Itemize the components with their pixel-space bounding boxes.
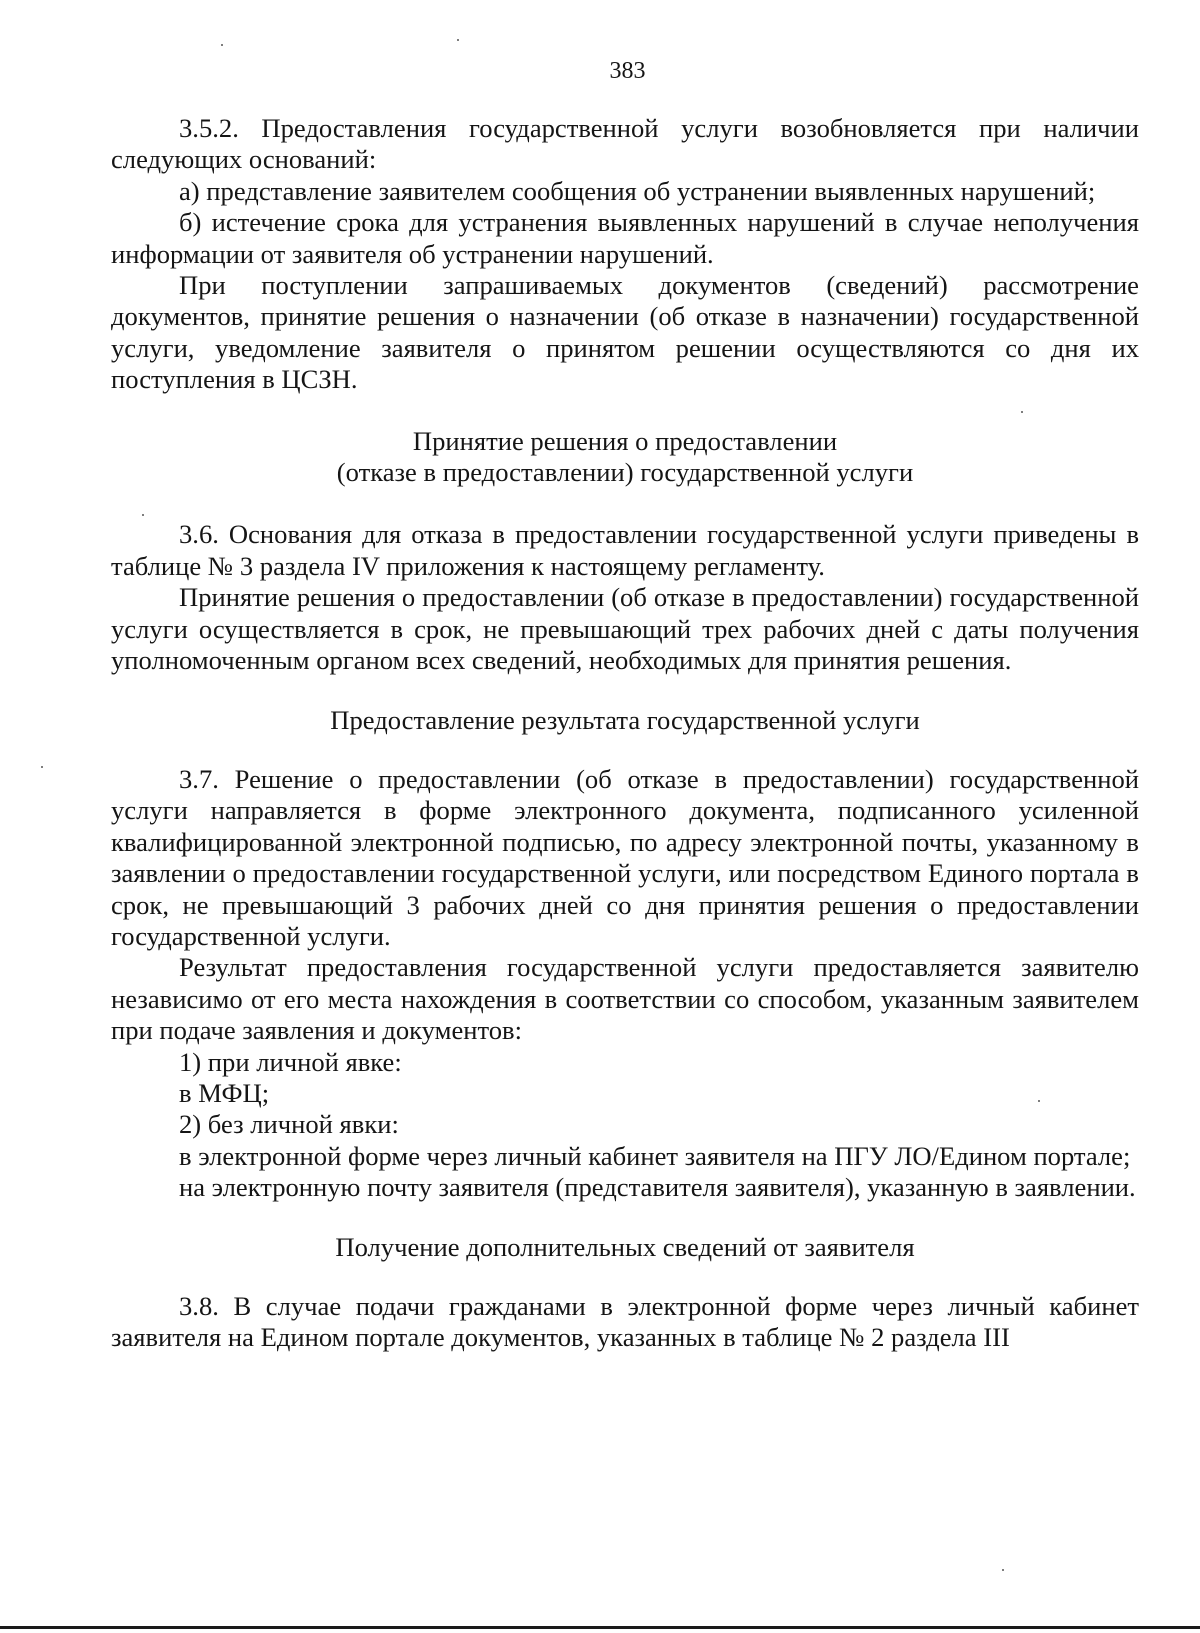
scan-speck — [41, 766, 43, 768]
section-heading-decision — [111, 426, 1139, 489]
scan-speck — [221, 44, 223, 46]
scan-speck — [1002, 1569, 1004, 1571]
section-heading-decision-line2: (отказе в предоставлении) государственной услуги — [336, 457, 914, 488]
document-body — [111, 113, 1139, 1354]
list-item-electronic-cabinet: в электронной форме через личный кабинет заявителя на ПГУ ЛО/Едином портале; — [179, 1140, 1131, 1171]
scan-speck — [1021, 411, 1023, 413]
paragraph-3-6: 3.6. Основания для отказа в предоставлении государственной услуги приведены в таблице № 3 раздела IV приложения к настоящему регламенту. — [111, 519, 1139, 581]
page-number: 383 — [609, 58, 646, 84]
list-item-email: на электронную почту заявителя (представителя заявителя), указанную в заявлении. — [179, 1172, 1136, 1203]
list-item-a: а) представление заявителем сообщения об устранении выявленных нарушений; — [179, 175, 1096, 206]
paragraph-documents-received: При поступлении запрашиваемых документов (сведений) рассмотрение документов, принятие решения о назначении (об отказе в назначении) государственной услуги, уведомление заявителя о принятом решении осуществляются со дня их поступления в ЦСЗН. — [111, 270, 1139, 395]
section-heading-additional-info: Получение дополнительных сведений от заявителя — [335, 1231, 915, 1262]
paragraph-decision-term: Принятие решения о предоставлении (об отказе в предоставлении) государственной услуги осуществляется в срок, не превышающий трех рабочих дней с даты получения уполномоченным органом всех сведений, необходимых для принятия решения. — [111, 582, 1139, 676]
section-heading-result: Предоставление результата государственной услуги — [330, 704, 920, 735]
list-item-in-person: 1) при личной явке: — [179, 1046, 402, 1077]
scan-speck — [1038, 1100, 1040, 1102]
scan-speck — [457, 39, 459, 41]
scan-speck — [142, 514, 144, 516]
list-item-remote: 2) без личной явки: — [179, 1109, 399, 1140]
scan-edge-line — [0, 1626, 1200, 1629]
list-item-mfc: в МФЦ; — [179, 1077, 270, 1108]
section-heading-decision-line1: Принятие решения о предоставлении — [412, 425, 838, 456]
paragraph-3-8: 3.8. В случае подачи гражданами в электронной форме через личный кабинет заявителя на Едином портале документов, указанных в таблице № 2 раздела III — [111, 1291, 1139, 1353]
paragraph-result-delivery: Результат предоставления государственной услуги предоставляется заявителю независимо от его места нахождения в соответствии со способом, указанным заявителем при подаче заявления и документов: — [111, 952, 1139, 1046]
paragraph-3-5-2: 3.5.2. Предоставления государственной услуги возобновляется при наличии следующих оснований: — [111, 113, 1139, 175]
paragraph-3-7: 3.7. Решение о предоставлении (об отказе в предоставлении) государственной услуги направляется в форме электронного документа, подписанного усиленной квалифицированной электронной подписью, по адресу электронной почты, указанному в заявлении о предоставлении государственной услуги, или посредством Единого портала в срок, не превышающий 3 рабочих дней со дня принятия решения о предоставлении государственной услуги. — [111, 763, 1139, 951]
list-item-b: б) истечение срока для устранения выявленных нарушений в случае неполучения информации от заявителя об устранении нарушений. — [111, 207, 1139, 269]
